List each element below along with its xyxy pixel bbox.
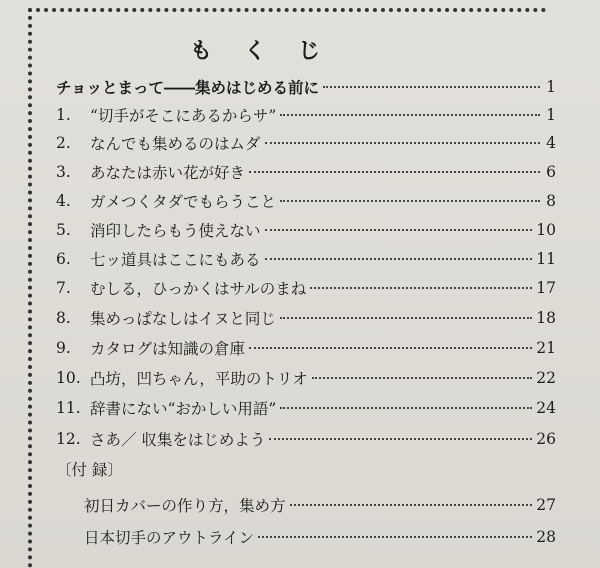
- toc-row: [56, 363, 556, 393]
- chapter-title: むしる，ひっかくはサルのまね: [90, 280, 307, 298]
- chapter-page: 26: [536, 430, 556, 448]
- chapter-title: 消印したらもう使えない: [90, 222, 261, 240]
- chapter-number: 4.: [56, 192, 71, 210]
- dot-leader: [310, 287, 532, 289]
- toc-row: [56, 273, 556, 303]
- toc-row: [56, 303, 556, 333]
- chapter-page: 17: [536, 279, 556, 297]
- toc-row: [56, 244, 556, 274]
- chapter-number: 2.: [56, 134, 71, 152]
- appendix-page: 27: [536, 496, 556, 514]
- appendix-title: 初日カバーの作り方，集め方: [84, 497, 286, 515]
- toc-row: [56, 100, 556, 130]
- chapter-number: 11.: [56, 399, 81, 417]
- toc-row: [56, 333, 556, 363]
- chapter-number: 7.: [56, 279, 71, 297]
- chapter-title: 七ッ道具はここにもある: [90, 251, 261, 269]
- dot-leader: [323, 86, 540, 88]
- chapter-number: 9.: [56, 339, 71, 357]
- toc-title: もくじ: [190, 38, 353, 64]
- dot-leader: [280, 317, 532, 319]
- chapter-title: ガメつくタダでもらうこと: [90, 193, 277, 211]
- dot-leader: [249, 347, 532, 349]
- toc-intro-page: 1: [546, 78, 556, 96]
- dot-leader: [280, 200, 540, 202]
- toc-row: [56, 393, 556, 423]
- chapter-page: 6: [546, 163, 556, 181]
- chapter-page: 10: [536, 221, 556, 239]
- chapter-title: 凸坊，凹ちゃん，平助のトリオ: [90, 370, 308, 388]
- toc-row: [56, 128, 556, 158]
- appendix-heading: 〔付 録〕: [56, 461, 123, 479]
- dot-leader: [290, 504, 533, 506]
- toc-row: [56, 157, 556, 187]
- toc-intro-row: [56, 72, 556, 102]
- chapter-number: 3.: [56, 163, 71, 181]
- chapter-number: 5.: [56, 221, 71, 239]
- chapter-title: 辞書にない“おかしい用語”: [90, 400, 277, 418]
- toc-intro-label: チョッとまって――集めはじめる前に: [56, 78, 320, 97]
- chapter-number: 12.: [56, 430, 81, 448]
- chapter-page: 22: [536, 369, 556, 387]
- chapter-title: “切手がそこにあるからサ”: [90, 107, 277, 125]
- appendix-title: 日本切手のアウトライン: [84, 529, 255, 547]
- toc-row: [56, 424, 556, 454]
- dot-leader: [265, 142, 540, 144]
- chapter-number: 6.: [56, 250, 71, 268]
- appendix-row: [84, 522, 556, 552]
- chapter-title: カタログは知識の倉庫: [90, 340, 246, 358]
- dot-leader: [258, 536, 532, 538]
- dot-leader: [280, 114, 540, 116]
- chapter-number: 10.: [56, 369, 81, 387]
- chapter-page: 4: [546, 134, 556, 152]
- chapter-page: 24: [536, 399, 556, 417]
- appendix-row: [84, 490, 556, 520]
- dot-leader: [249, 171, 540, 173]
- chapter-page: 11: [536, 250, 556, 268]
- chapter-title: さあ／ 収集をはじめよう: [90, 431, 266, 449]
- dot-leader: [312, 377, 532, 379]
- chapter-title: あなたは赤い花が好き: [90, 164, 246, 182]
- appendix-page: 28: [536, 528, 556, 546]
- dot-leader: [265, 258, 533, 260]
- dot-leader: [280, 407, 532, 409]
- chapter-title: なんでも集めるのはムダ: [90, 135, 261, 153]
- chapter-number: 8.: [56, 309, 71, 327]
- chapter-page: 1: [546, 106, 556, 124]
- dot-leader: [269, 438, 532, 440]
- chapter-page: 21: [536, 339, 556, 357]
- chapter-page: 18: [536, 309, 556, 327]
- toc-row: [56, 186, 556, 216]
- chapter-page: 8: [546, 192, 556, 210]
- chapter-title: 集めっぱなしはイヌと同じ: [90, 310, 276, 328]
- dot-leader: [265, 229, 533, 231]
- chapter-number: 1.: [56, 106, 71, 124]
- toc-row: [56, 215, 556, 245]
